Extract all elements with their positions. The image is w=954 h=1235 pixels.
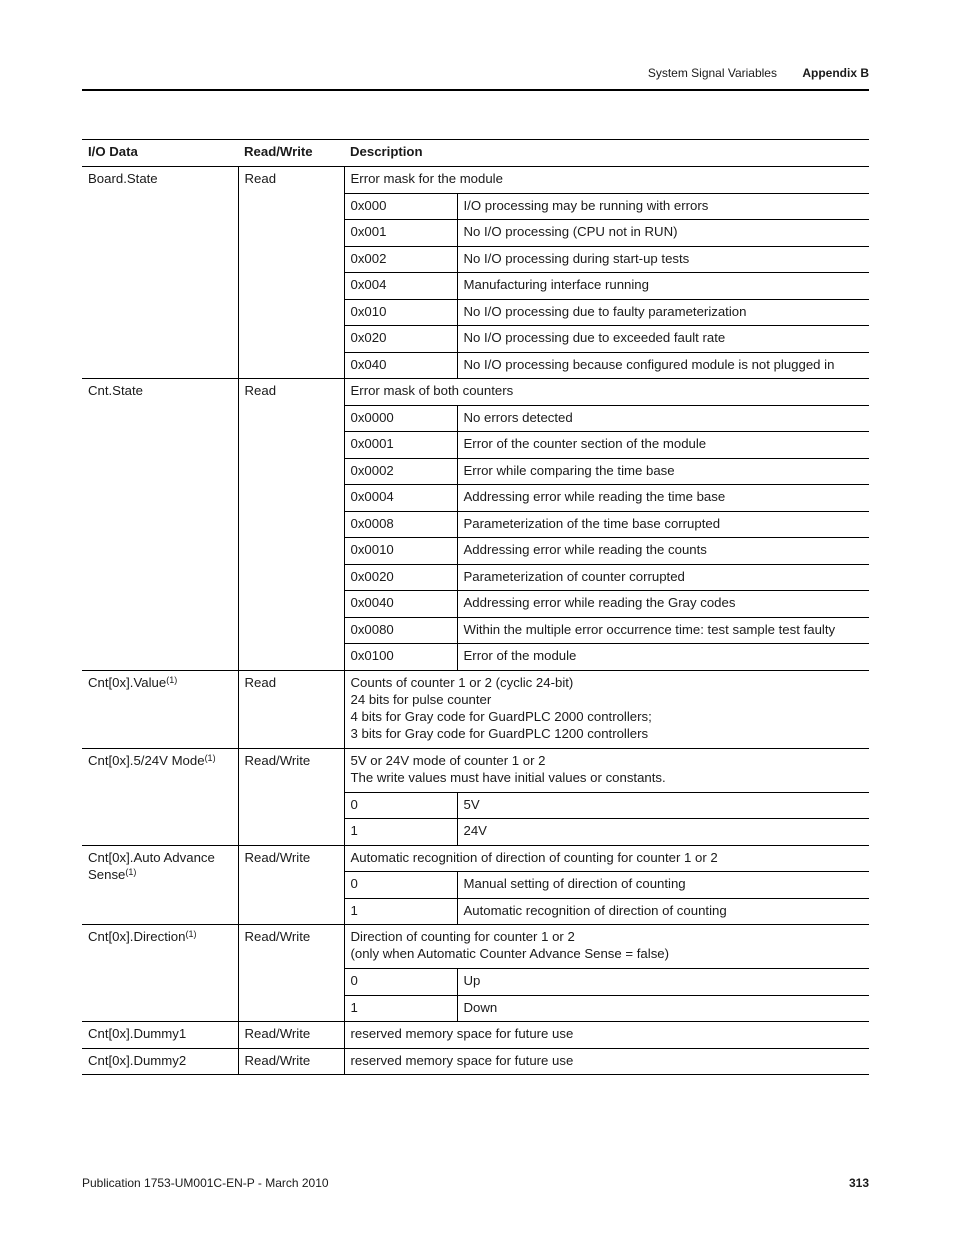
code-text-cell: Automatic recognition of direction of counting xyxy=(457,898,869,925)
io-data-cell: Cnt[0x].Dummy2 xyxy=(82,1048,238,1075)
header-section-title: System Signal Variables xyxy=(647,66,777,80)
code-text-cell: Manual setting of direction of counting xyxy=(457,872,869,899)
read-write-cell: Read xyxy=(238,670,344,748)
code-text-cell: Error while comparing the time base xyxy=(457,458,869,485)
code-cell: 0x004 xyxy=(344,273,457,300)
description-cell: Error mask of both counters xyxy=(344,379,869,406)
description-line: The write values must have initial values or constants. xyxy=(350,769,666,785)
io-data-cell xyxy=(82,670,238,748)
code-cell: 0x0004 xyxy=(344,485,457,512)
table-row xyxy=(82,925,869,969)
description-cell: Error mask for the module xyxy=(344,167,869,194)
io-data-cell: Cnt[0x].Dummy1 xyxy=(82,1022,238,1049)
code-text-cell: Parameterization of counter corrupted xyxy=(457,564,869,591)
code-cell: 0x0010 xyxy=(344,538,457,565)
table-header-row xyxy=(82,140,869,167)
code-cell: 0x0001 xyxy=(344,432,457,459)
table-row xyxy=(82,1048,869,1075)
footnote-ref: (1) xyxy=(204,752,216,763)
code-text-cell: Up xyxy=(457,969,869,996)
read-write-cell: Read/Write xyxy=(238,925,344,1022)
description-line: 5V or 24V mode of counter 1 or 2 xyxy=(350,752,546,768)
publication-number: Publication 1753-UM001C-EN-P - March 2010 xyxy=(82,1176,329,1190)
running-header xyxy=(82,66,869,82)
code-text-cell: Error of the counter section of the module xyxy=(457,432,869,459)
code-cell: 0x0008 xyxy=(344,511,457,538)
table-row xyxy=(82,379,869,406)
code-text-cell: No I/O processing due to faulty parameterization xyxy=(457,299,869,326)
code-text-cell: No errors detected xyxy=(457,405,869,432)
code-cell: 1 xyxy=(344,819,457,846)
column-header-description: Description xyxy=(344,140,869,167)
code-text-cell: Parameterization of the time base corrupted xyxy=(457,511,869,538)
code-cell: 0x002 xyxy=(344,246,457,273)
code-text-cell: Error of the module xyxy=(457,644,869,671)
footnote-ref: (1) xyxy=(185,929,197,939)
code-cell: 0x000 xyxy=(344,193,457,220)
code-cell: 0x020 xyxy=(344,326,457,353)
io-data-name: Cnt[0x].Value xyxy=(88,674,167,690)
table-row xyxy=(82,748,869,792)
code-text-cell: 24V xyxy=(457,819,869,846)
code-cell: 0 xyxy=(344,969,457,996)
code-cell: 0 xyxy=(344,872,457,899)
io-data-name: Cnt[0x].5/24V Mode xyxy=(88,752,205,768)
table-row xyxy=(82,845,869,872)
code-cell: 1 xyxy=(344,898,457,925)
code-cell: 0x0020 xyxy=(344,564,457,591)
io-data-cell xyxy=(82,748,238,845)
code-cell: 0x0040 xyxy=(344,591,457,618)
description-cell: reserved memory space for future use xyxy=(344,1048,869,1075)
code-cell: 0x0080 xyxy=(344,617,457,644)
code-text-cell: Addressing error while reading the Gray codes xyxy=(457,591,869,618)
description-cell xyxy=(344,670,869,748)
code-text-cell: I/O processing may be running with errors xyxy=(457,193,869,220)
code-text-cell: No I/O processing (CPU not in RUN) xyxy=(457,220,869,247)
description-line: 24 bits for pulse counter xyxy=(350,691,492,707)
code-cell: 0x0100 xyxy=(344,644,457,671)
io-data-cell: Cnt.State xyxy=(82,379,238,671)
description-cell: reserved memory space for future use xyxy=(344,1022,869,1049)
code-text-cell: No I/O processing because configured module is not plugged in xyxy=(457,352,869,379)
io-data-cell: Board.State xyxy=(82,167,238,379)
code-cell: 1 xyxy=(344,995,457,1022)
code-text-cell: Addressing error while reading the time base xyxy=(457,485,869,512)
footnote-ref: (1) xyxy=(166,674,178,685)
description-line: 3 bits for Gray code for GuardPLC 1200 controllers xyxy=(350,725,649,741)
code-cell: 0 xyxy=(344,792,457,819)
code-text-cell: 5V xyxy=(457,792,869,819)
header-rule xyxy=(82,89,869,91)
code-text-cell: Down xyxy=(457,995,869,1022)
page-number: 313 xyxy=(848,1176,869,1190)
io-data-name: Cnt[0x].Auto Advance xyxy=(88,849,215,865)
description-line: Counts of counter 1 or 2 (cyclic 24-bit) xyxy=(350,674,574,690)
read-write-cell: Read xyxy=(238,379,344,671)
io-data-cell xyxy=(82,845,238,925)
io-data-cell xyxy=(82,925,238,1022)
code-text-cell: Within the multiple error occurrence time: test sample test faulty xyxy=(457,617,869,644)
read-write-cell: Read xyxy=(238,167,344,379)
description-cell xyxy=(344,748,869,792)
code-text-cell: No I/O processing due to exceeded fault rate xyxy=(457,326,869,353)
code-text-cell: No I/O processing during start-up tests xyxy=(457,246,869,273)
description-cell xyxy=(344,925,869,969)
read-write-cell: Read/Write xyxy=(238,1048,344,1075)
code-cell: 0x001 xyxy=(344,220,457,247)
column-header-read-write: Read/Write xyxy=(238,140,344,167)
code-text-cell: Manufacturing interface running xyxy=(457,273,869,300)
header-appendix: Appendix B xyxy=(802,66,869,80)
description-line: (only when Automatic Counter Advance Sense = false) xyxy=(350,946,670,961)
code-cell: 0x010 xyxy=(344,299,457,326)
code-cell: 0x040 xyxy=(344,352,457,379)
io-data-table xyxy=(82,139,869,1075)
code-cell: 0x0000 xyxy=(344,405,457,432)
column-header-io-data: I/O Data xyxy=(82,140,238,167)
description-line: 4 bits for Gray code for GuardPLC 2000 controllers; xyxy=(350,708,652,724)
description-cell: Automatic recognition of direction of counting for counter 1 or 2 xyxy=(344,845,869,872)
read-write-cell: Read/Write xyxy=(238,748,344,845)
io-data-name: Cnt[0x].Direction xyxy=(88,929,186,944)
table-row xyxy=(82,167,869,194)
description-line: Direction of counting for counter 1 or 2 xyxy=(350,929,575,944)
read-write-cell: Read/Write xyxy=(238,1022,344,1049)
table-row xyxy=(82,1022,869,1049)
code-cell: 0x0002 xyxy=(344,458,457,485)
read-write-cell: Read/Write xyxy=(238,845,344,925)
io-data-name-cont: Sense xyxy=(88,866,126,882)
code-text-cell: Addressing error while reading the counts xyxy=(457,538,869,565)
footnote-ref: (1) xyxy=(125,866,137,877)
table-row xyxy=(82,670,869,748)
